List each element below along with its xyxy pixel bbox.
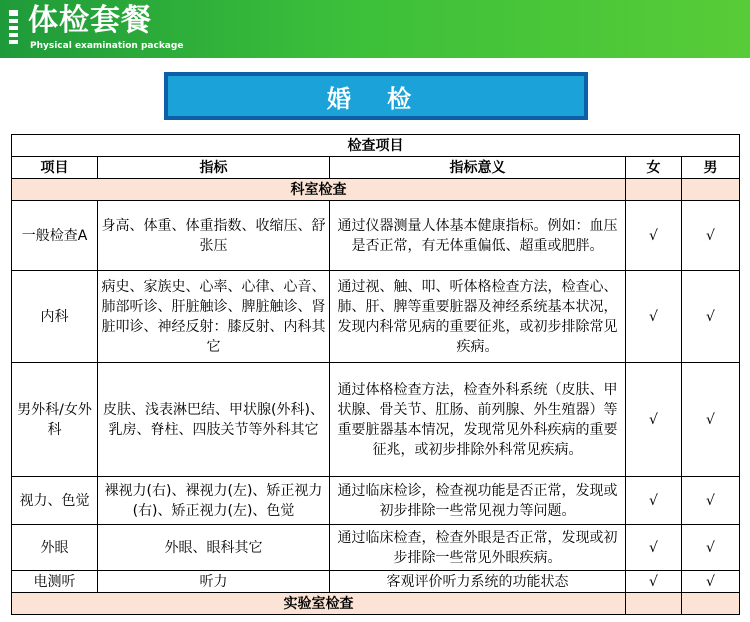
row-male-check: √ xyxy=(682,477,740,525)
table-row xyxy=(12,201,740,271)
row-meaning: 客观评价听力系统的功能状态 xyxy=(330,571,626,593)
page-header xyxy=(0,0,750,58)
table-row xyxy=(12,271,740,363)
row-female-check: √ xyxy=(626,363,682,477)
table-row xyxy=(12,571,740,593)
table-caption: 检查项目 xyxy=(12,135,740,157)
row-male-check: √ xyxy=(682,201,740,271)
col-header-male: 男 xyxy=(682,157,740,179)
section-empty-cell xyxy=(682,593,740,615)
exam-table xyxy=(11,134,740,615)
row-female-check: √ xyxy=(626,271,682,363)
col-header-item: 项目 xyxy=(12,157,98,179)
row-indicator: 病史、家族史、心率、心律、心音、肺部听诊、肝脏触诊、脾脏触诊、肾脏叩诊、神经反射：膝反射、内科其它 xyxy=(98,271,330,363)
row-meaning: 通过仪器测量人体基本健康指标。例如：血压是否正常，有无体重偏低、超重或肥胖。 xyxy=(330,201,626,271)
package-name: 婚 检 xyxy=(168,76,584,116)
row-item: 视力、色觉 xyxy=(12,477,98,525)
row-item: 男外科/女外科 xyxy=(12,363,98,477)
col-header-female: 女 xyxy=(626,157,682,179)
section-empty-cell xyxy=(682,179,740,201)
row-indicator: 外眼、眼科其它 xyxy=(98,525,330,571)
table-row xyxy=(12,363,740,477)
row-meaning: 通过临床检诊，检查视功能是否正常，发现或初步排除一些常见视力等问题。 xyxy=(330,477,626,525)
section-empty-cell xyxy=(626,593,682,615)
row-male-check: √ xyxy=(682,271,740,363)
bar-icon xyxy=(9,10,18,44)
col-header-meaning: 指标意义 xyxy=(330,157,626,179)
row-item: 外眼 xyxy=(12,525,98,571)
section-empty-cell xyxy=(626,179,682,201)
row-male-check: √ xyxy=(682,363,740,477)
row-female-check: √ xyxy=(626,571,682,593)
row-male-check: √ xyxy=(682,571,740,593)
col-header-indicator: 指标 xyxy=(98,157,330,179)
row-indicator: 裸视力(右)、裸视力(左)、矫正视力(右)、矫正视力(左)、色觉 xyxy=(98,477,330,525)
row-meaning: 通过体格检查方法，检查外科系统（皮肤、甲状腺、骨关节、肛肠、前列腺、外生殖器）等重要脏器基本情况，发现常见外科疾病的重要征兆，或初步排除外科常见疾病。 xyxy=(330,363,626,477)
row-indicator: 身高、体重、体重指数、收缩压、舒张压 xyxy=(98,201,330,271)
section-lab: 实验室检查 xyxy=(12,593,626,615)
row-indicator: 听力 xyxy=(98,571,330,593)
row-meaning: 通过视、触、叩、听体格检查方法，检查心、肺、肝、脾等重要脏器及神经系统基本状况，发现内科常见病的重要征兆，或初步排除常见疾病。 xyxy=(330,271,626,363)
row-item: 内科 xyxy=(12,271,98,363)
page-title: 体检套餐 xyxy=(28,3,152,38)
page-subtitle: Physical examination package xyxy=(30,41,184,51)
row-item: 一般检查A xyxy=(12,201,98,271)
row-meaning: 通过临床检查，检查外眼是否正常，发现或初步排除一些常见外眼疾病。 xyxy=(330,525,626,571)
section-clinic: 科室检查 xyxy=(12,179,626,201)
row-male-check: √ xyxy=(682,525,740,571)
row-female-check: √ xyxy=(626,525,682,571)
row-item: 电测听 xyxy=(12,571,98,593)
row-female-check: √ xyxy=(626,477,682,525)
table-row xyxy=(12,525,740,571)
row-indicator: 皮肤、浅表淋巴结、甲状腺(外科)、乳房、脊柱、四肢关节等外科其它 xyxy=(98,363,330,477)
table-row xyxy=(12,477,740,525)
package-banner xyxy=(164,72,588,120)
row-female-check: √ xyxy=(626,201,682,271)
